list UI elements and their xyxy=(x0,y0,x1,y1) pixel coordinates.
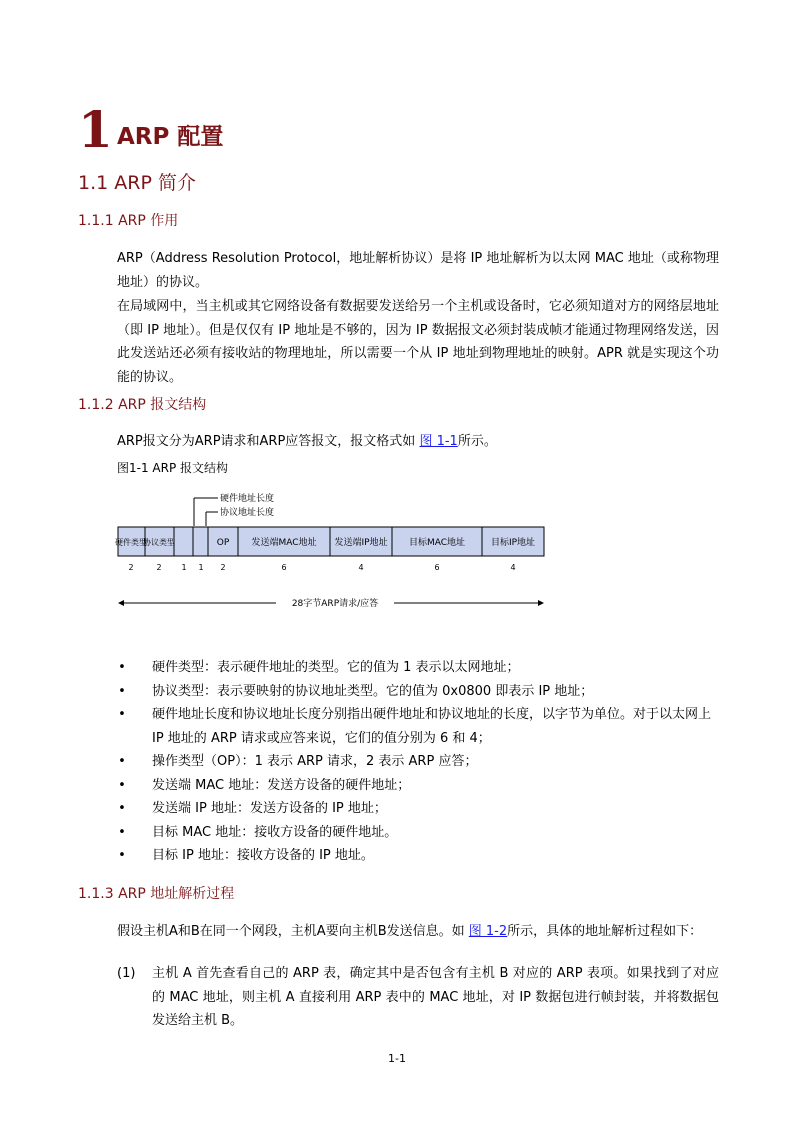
page-number: 1-1 xyxy=(388,1052,406,1065)
paragraph-arp-purpose: 在局域网中，当主机或其它网络设备有数据要发送给另一个主机或设备时，它必须知道对方的网络层地址（即 IP 地址）。但是仅仅有 IP 地址是不够的，因为 IP 数据报文必须封装成帧才能通过物理网络发送，因此发送站还必须有接收站的物理地址，所以需要一个从 IP 地址到物理地址的映射。APR 就是实现这个功能的协议。 xyxy=(117,299,719,385)
section-heading-1-1: 1.1 ARP 简介 xyxy=(78,172,196,194)
proto-addr-length-label: 协议地址长度 xyxy=(220,508,275,518)
intro-text-end: 所示。 xyxy=(457,434,497,449)
field-op: OP xyxy=(216,538,230,548)
figure-1-2-link[interactable]: 图 1-2 xyxy=(468,924,508,939)
total-length-label: 28字节ARP请求/应答 xyxy=(291,599,379,609)
figure-1-1-link[interactable]: 图 1-1 xyxy=(419,434,458,449)
field-sender-ip: 发送端IP地址 xyxy=(334,538,388,548)
step-number: (1) xyxy=(117,966,136,981)
chapter-title: ARP 配置 xyxy=(117,124,224,150)
figure-caption: 图1-1 ARP 报文结构 xyxy=(117,461,229,475)
bullet-icon: • xyxy=(118,660,126,675)
size-op: 2 xyxy=(220,563,226,572)
bullet-icon: • xyxy=(118,801,126,816)
field-description-list xyxy=(117,656,719,868)
list-item: • 发送端 IP 地址：发送方设备的 IP 地址； xyxy=(117,797,719,821)
size-proto-addr-len: 1 xyxy=(198,563,204,572)
arp-packet-diagram xyxy=(114,486,550,646)
section-heading-1-1-3: 1.1.3 ARP 地址解析过程 xyxy=(78,886,235,902)
section-heading-1-1-1: 1.1.1 ARP 作用 xyxy=(78,213,179,229)
bullet-icon: • xyxy=(118,707,126,722)
size-hardware-type: 2 xyxy=(128,563,134,572)
size-sender-mac: 6 xyxy=(281,563,287,572)
step-text: 主机 A 首先查看自己的 ARP 表，确定其中是否包含有主机 B 对应的 ARP 表项。如果找到了对应的 MAC 地址，则主机 A 直接利用 ARP 表中的 MAC 地址，对 IP 数据包进行帧封装，并将数据包发送给主机 B。 xyxy=(152,966,719,1028)
step-1 xyxy=(117,962,719,1033)
field-hardware-type: 硬件类型 xyxy=(115,538,147,547)
size-hw-addr-len: 1 xyxy=(181,563,187,572)
list-item: • 目标 IP 地址：接收方设备的 IP 地址。 xyxy=(117,844,719,868)
list-item: • 发送端 MAC 地址：发送方设备的硬件地址； xyxy=(117,774,719,798)
list-item: • 目标 MAC 地址：接收方设备的硬件地址。 xyxy=(117,821,719,845)
size-protocol-type: 2 xyxy=(156,563,162,572)
hw-addr-length-label: 硬件地址长度 xyxy=(220,494,275,504)
field-protocol-type: 协议类型 xyxy=(143,538,175,547)
intro-text: ARP报文分为ARP请求和ARP应答报文，报文格式如 xyxy=(117,434,420,449)
list-item: • 硬件类型：表示硬件地址的类型。它的值为 1 表示以太网地址； xyxy=(117,656,719,680)
size-sender-ip: 4 xyxy=(358,563,364,572)
field-target-mac: 目标MAC地址 xyxy=(408,538,466,548)
packet-row xyxy=(118,527,544,556)
chapter-number: 1 xyxy=(78,100,113,159)
field-sender-mac: 发送端MAC地址 xyxy=(251,538,317,548)
intro-text: 假设主机A和B在同一个网段，主机A要向主机B发送信息。如 xyxy=(117,924,469,939)
bullet-icon: • xyxy=(118,824,126,840)
paragraph-arp-definition: ARP（Address Resolution Protocol，地址解析协议）是将 IP 地址解析为以太网 MAC 地址（或称物理地址）的协议。 xyxy=(117,251,719,290)
paragraph-resolution-intro xyxy=(117,920,719,944)
section-heading-1-1-2: 1.1.2 ARP 报文结构 xyxy=(78,397,207,413)
field-target-ip: 目标IP地址 xyxy=(490,538,536,548)
intro-text-end: 所示，具体的地址解析过程如下： xyxy=(507,924,703,939)
bullet-icon: • xyxy=(118,683,126,699)
list-item: • 协议类型：表示要映射的协议地址类型。它的值为 0x0800 即表示 IP 地址； xyxy=(117,680,719,704)
bullet-icon: • xyxy=(118,848,126,863)
list-item: • 硬件地址长度和协议地址长度分别指出硬件地址和协议地址的长度，以字节为单位。对于以太网上 IP 地址的 ARP 请求或应答来说，它们的值分别为 6 和 4； xyxy=(117,703,719,750)
bullet-icon: • xyxy=(118,754,126,769)
size-target-ip: 4 xyxy=(510,563,516,572)
paragraph-packet-intro xyxy=(117,430,719,454)
bullet-icon: • xyxy=(118,777,126,793)
size-target-mac: 6 xyxy=(434,563,440,572)
paragraph-arp-function xyxy=(117,247,719,389)
list-item: • 操作类型（OP）：1 表示 ARP 请求，2 表示 ARP 应答； xyxy=(117,750,719,774)
